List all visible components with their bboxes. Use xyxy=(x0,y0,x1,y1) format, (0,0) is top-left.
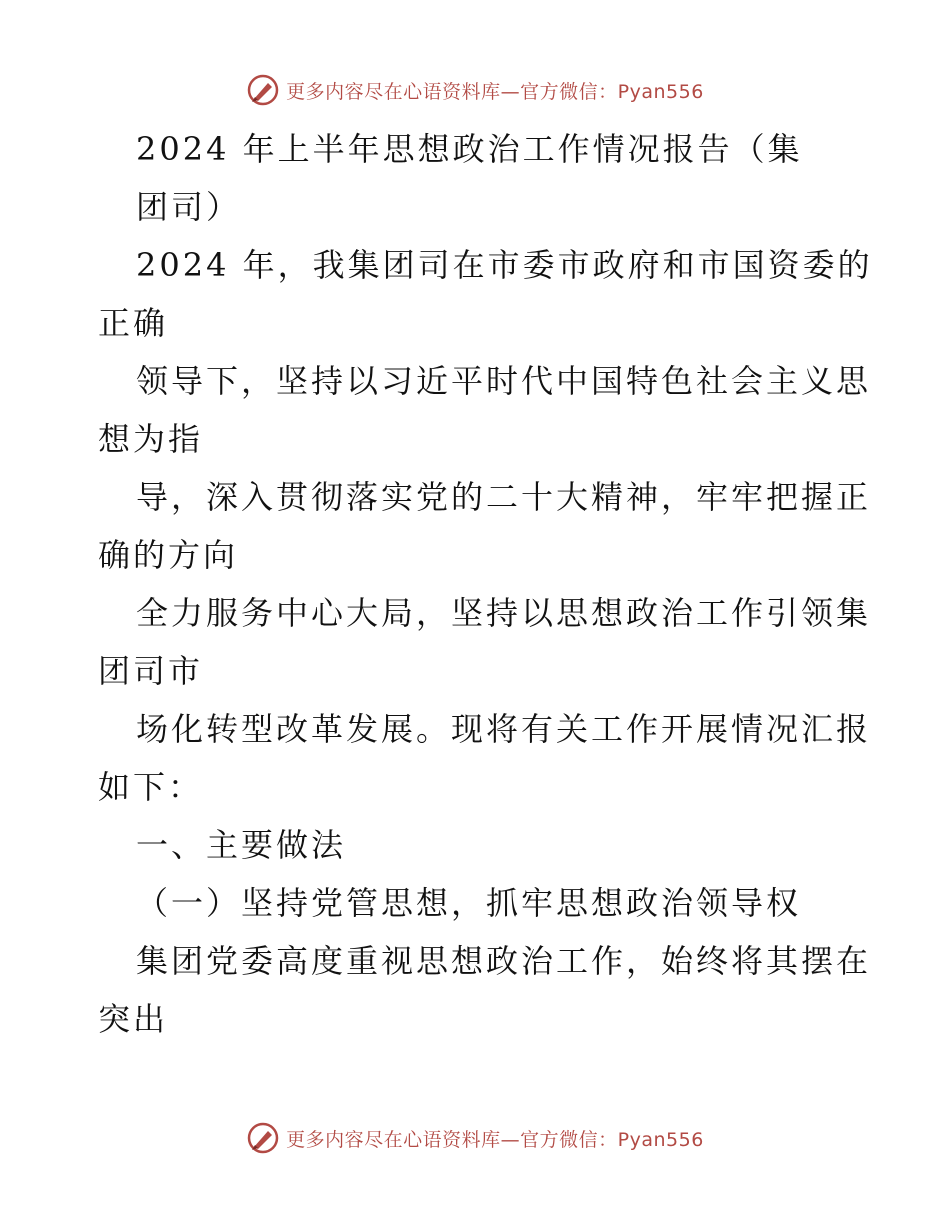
paragraph-line: 全力服务中心大局，坚持以思想政治工作引领集 xyxy=(136,594,872,632)
document-title-line-1: 2024 年上半年思想政治工作情况报告（集 xyxy=(136,130,803,168)
paragraph-line: 导，深入贯彻落实党的二十大精神，牢牢把握正 xyxy=(136,478,872,516)
paragraph-line: 领导下，坚持以习近平时代中国特色社会主义思 xyxy=(136,362,872,400)
paragraph-line: 2024 年，我集团司在市委市政府和市国资委的 xyxy=(136,246,873,284)
footer-watermark xyxy=(0,1118,950,1158)
document-title-line-2: 团司） xyxy=(136,188,242,226)
watermark-text: 更多内容尽在心语资料库—官方微信：Pyan556 xyxy=(286,1128,704,1151)
paragraph-line: 如下： xyxy=(98,768,204,806)
paragraph-line: 集团党委高度重视思想政治工作，始终将其摆在 xyxy=(136,942,872,980)
paragraph-line: 正确 xyxy=(98,304,169,342)
paragraph-line: 确的方向 xyxy=(98,536,239,574)
watermark-text: 更多内容尽在心语资料库—官方微信：Pyan556 xyxy=(286,80,704,103)
section-heading: 一、主要做法 xyxy=(136,826,347,864)
pen-logo-icon xyxy=(246,73,280,107)
paragraph-line: 想为指 xyxy=(98,420,204,458)
pen-logo-icon xyxy=(246,1121,280,1155)
document-body xyxy=(98,120,873,1048)
paragraph-line: 突出 xyxy=(98,1000,169,1038)
header-watermark xyxy=(0,70,950,110)
paragraph-line: 团司市 xyxy=(98,652,204,690)
paragraph-line: 场化转型改革发展。现将有关工作开展情况汇报 xyxy=(136,710,872,748)
subsection-heading: （一）坚持党管思想，抓牢思想政治领导权 xyxy=(136,884,802,922)
